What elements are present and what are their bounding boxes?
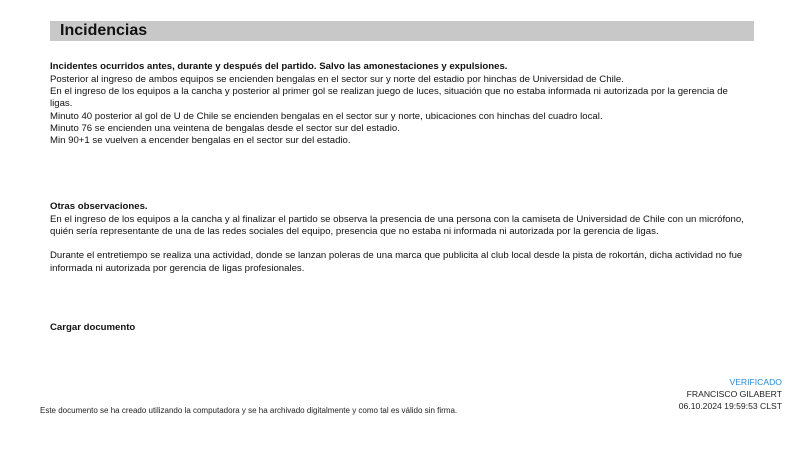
incident-line: Min 90+1 se vuelven a encender bengalas en el sector sur del estadio. xyxy=(50,135,351,147)
footer-disclaimer: Este documento se ha creado utilizando la computadora y se ha archivado digitalmente y como tal es válido sin firma. xyxy=(40,406,458,415)
section-title: Incidencias xyxy=(60,22,148,39)
incidents-block xyxy=(50,61,750,147)
section-header-bar xyxy=(50,21,754,41)
observations-heading: Otras observaciones. xyxy=(50,201,148,212)
upload-document-label: Cargar documento xyxy=(50,322,136,333)
signature-timestamp: 06.10.2024 19:59:53 CLST xyxy=(678,401,782,411)
incident-line: Minuto 76 se encienden una veintena de bengalas desde el sector sur del estadio. xyxy=(50,122,400,134)
incidents-heading: Incidentes ocurridos antes, durante y después del partido. Salvo las amonestaciones y expulsiones. xyxy=(50,61,508,72)
observation-paragraph: En el ingreso de los equipos a la cancha y al finalizar el partido se observa la presencia de una persona con la camiseta de Universidad de Chile con un micrófono, quién sería representante de una de las redes sociales del equipo, presencia que no estaba ni informada ni autorizada por la gerencia de ligas. xyxy=(50,214,744,238)
incident-line: Minuto 40 posterior al gol de U de Chile se encienden bengalas en el sector sur y norte, ubicaciones con hinchas del cuadro local. xyxy=(50,110,603,122)
incident-line: Posterior al ingreso de ambos equipos se encienden bengalas en el sector sur y norte del estadio por hinchas de Universidad de Chile. xyxy=(50,74,624,85)
signature-block xyxy=(679,376,782,412)
observation-paragraph: Durante el entretiempo se realiza una actividad, donde se lanzan poleras de una marca que publicita al club local desde la pista de rokortán, dicha actividad no fue informada ni autorizada por gerencia de ligas profesionales. xyxy=(50,250,743,274)
signer-name: FRANCISCO GILABERT xyxy=(686,389,782,399)
observations-block xyxy=(50,201,750,275)
verified-status: VERIFICADO xyxy=(729,377,782,387)
incident-line: En el ingreso de los equipos a la cancha y posterior al primer gol se realizan juego de luces, situación que no estaba informada ni autorizada por la gerencia de ligas. xyxy=(50,86,728,110)
